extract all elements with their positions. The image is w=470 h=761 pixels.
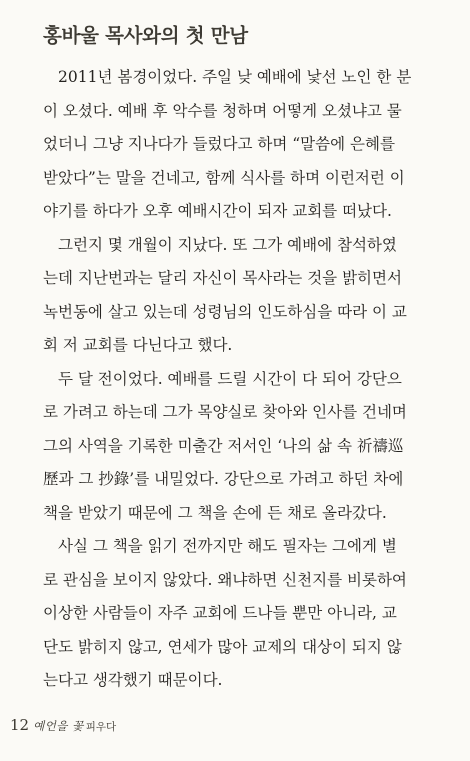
- text-line: 었더니 그냥 지나다가 들렀다고 하며 “말씀에 은혜를: [43, 135, 395, 153]
- paragraph: [43, 61, 448, 229]
- book-title: 피우다: [85, 721, 117, 733]
- text-line: 사실 그 책을 읽기 전까지만 해도 필자는 그에게 별: [58, 537, 397, 555]
- text-line: 야기를 하다가 오후 예배시간이 되자 교회를 떠났다.: [43, 202, 392, 220]
- text-line: 그의 사역을 기록한 미출간 저서인 ‘나의 삶 속 祈禱巡: [43, 436, 404, 455]
- paragraph: [43, 363, 448, 531]
- text-line: 는데 지난번과는 달리 자신이 목사라는 것을 밝히면서: [43, 269, 402, 287]
- text-line: 단도 밝히지 않고, 연세가 많아 교제의 대상이 되지 않: [43, 637, 402, 656]
- text-line: 그런지 몇 개월이 지났다. 또 그가 예배에 참석하였: [58, 235, 397, 254]
- text-line: 회 저 교회를 다닌다고 했다.: [43, 336, 233, 354]
- page-number: 12: [10, 716, 30, 734]
- text-line: 녹번동에 살고 있는데 성령님의 인도하심을 따라 이 교: [43, 302, 407, 321]
- body-text: [43, 61, 448, 698]
- book-title-logo: 예언을 꽃: [33, 719, 84, 733]
- text-line: 두 달 전이었다. 예배를 드릴 시간이 다 되어 강단으: [58, 369, 402, 388]
- text-line: 이상한 사람들이 자주 교회에 드나들 뿐만 아니라, 교: [43, 604, 397, 622]
- page-footer: [10, 716, 116, 746]
- paragraph: [43, 229, 448, 363]
- text-line: 책을 받았기 때문에 그 책을 손에 든 채로 올라갔다.: [43, 503, 387, 522]
- paragraph: [43, 530, 448, 698]
- text-line: 로 관심을 보이지 않았다. 왜냐하면 신천지를 비롯하여: [43, 570, 407, 589]
- text-line: 이 오셨다. 예배 후 악수를 청하며 어떻게 오셨냐고 물: [43, 101, 402, 120]
- text-line: 歷과 그 抄錄’를 내밀었다. 강단으로 가려고 하던 차에: [43, 470, 404, 488]
- section-title: 홍바울 목사와의 첫 만남: [43, 24, 248, 47]
- text-line: 2011년 봄경이었다. 주일 낮 예배에 낯선 노인 한 분: [58, 68, 412, 86]
- text-line: 는다고 생각했기 때문이다.: [43, 671, 223, 689]
- text-line: 받았다”는 말을 건네고, 함께 식사를 하며 이런저런 이: [43, 168, 405, 187]
- text-line: 로 가려고 하는데 그가 목양실로 찾아와 인사를 건네며: [43, 403, 407, 421]
